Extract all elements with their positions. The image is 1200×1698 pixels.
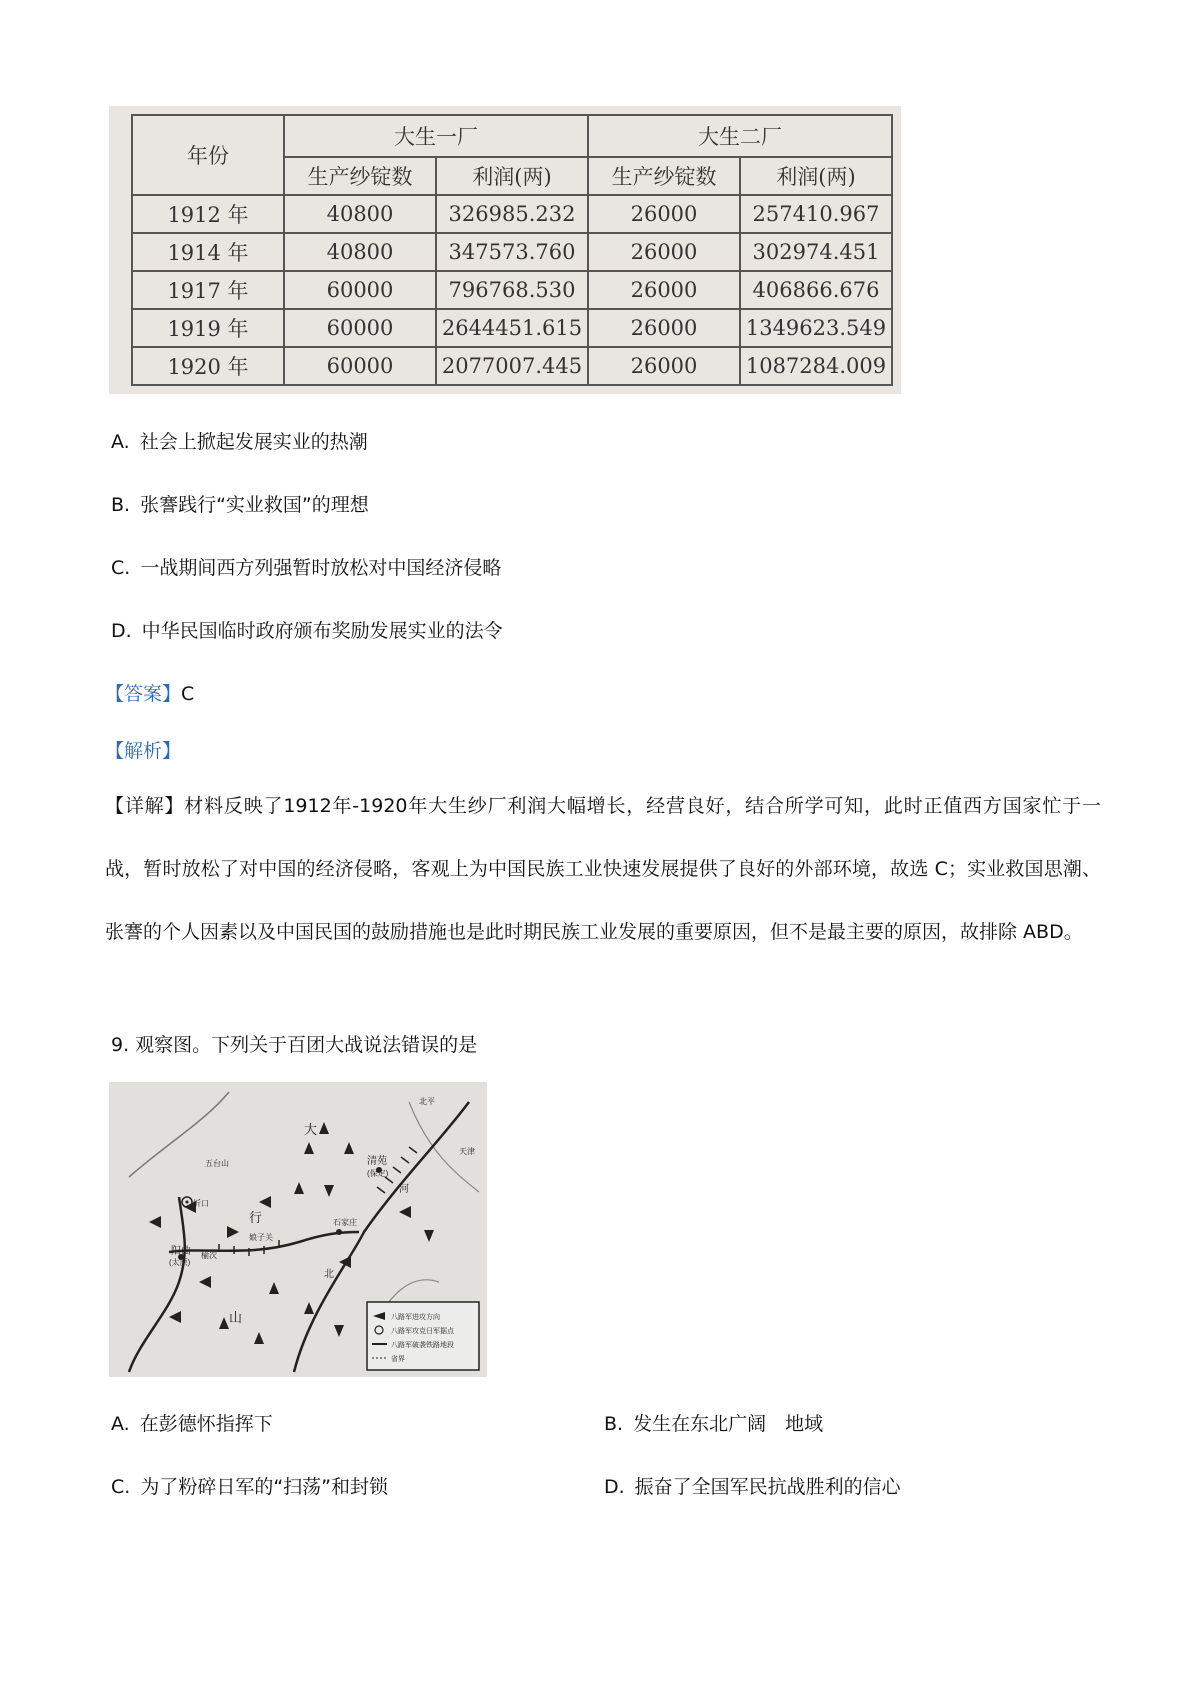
cell-f1-profit: 326985.232 <box>436 195 588 233</box>
legend-railway: 八路军破袭铁路地段 <box>391 1342 454 1349</box>
q8-option-b <box>111 493 369 517</box>
year-header: 年份 <box>132 115 284 195</box>
legend-captured: 八路军攻克日军据点 <box>391 1328 454 1335</box>
option-text: 一战期间西方列强暂时放松对中国经济侵略 <box>140 557 502 579</box>
option-text: 张謇践行“实业救国”的理想 <box>140 494 369 516</box>
table-row <box>132 271 892 309</box>
cell-f2-spindles: 26000 <box>588 195 740 233</box>
option-text: 中华民国临时政府颁布奖励发展实业的法令 <box>141 620 503 642</box>
map-label-taiyuan: (太原) <box>169 1258 191 1267</box>
sub-header: 生产纱锭数 <box>284 157 436 195</box>
q9-option-c <box>111 1475 388 1499</box>
table-row <box>132 195 892 233</box>
answer-line <box>105 682 194 706</box>
option-letter: A. <box>111 1413 130 1435</box>
factory-data-table-image <box>109 106 901 394</box>
table-row <box>132 347 892 385</box>
option-letter: C. <box>111 1476 131 1498</box>
legend-attack: 八路军进攻方向 <box>391 1314 440 1321</box>
cell-year: 1919 年 <box>132 309 284 347</box>
factory-data-table <box>131 114 893 386</box>
table-row <box>132 309 892 347</box>
sub-header: 生产纱锭数 <box>588 157 740 195</box>
map-label-qingyuan: 清苑 <box>367 1156 387 1167</box>
factory1-header: 大生一厂 <box>284 115 588 157</box>
map-label-shan: 山 <box>229 1310 243 1325</box>
map-legend <box>367 1302 479 1370</box>
option-letter: B. <box>111 494 131 516</box>
option-letter: A. <box>111 431 130 453</box>
cell-f1-spindles: 40800 <box>284 195 436 233</box>
option-text: 振奋了全国军民抗战胜利的信心 <box>634 1476 901 1498</box>
cell-f1-spindles: 60000 <box>284 347 436 385</box>
map-label-beiping: 北平 <box>419 1097 435 1106</box>
cell-f1-spindles: 40800 <box>284 233 436 271</box>
map-label-tianjin: 天津 <box>459 1147 475 1156</box>
q9-option-a <box>111 1412 273 1436</box>
option-letter: D. <box>604 1476 625 1498</box>
q9-stem: 9. 观察图。下列关于百团大战说法错误的是 <box>111 1034 478 1056</box>
analysis-line <box>105 739 181 763</box>
q9-option-d <box>604 1475 901 1499</box>
cell-f1-spindles: 60000 <box>284 309 436 347</box>
cell-year: 1920 年 <box>132 347 284 385</box>
cell-f2-profit: 1087284.009 <box>740 347 892 385</box>
q8-option-c <box>111 556 501 580</box>
q8-option-d <box>111 619 503 643</box>
answer-tag: 【答案】 <box>105 683 182 705</box>
cell-f2-spindles: 26000 <box>588 347 740 385</box>
cell-f1-profit: 2077007.445 <box>436 347 588 385</box>
map-label-da: 大 <box>304 1122 318 1137</box>
option-text: 为了粉碎日军的“扫荡”和封锁 <box>140 1476 388 1498</box>
map-label-wutai: 五台山 <box>205 1159 229 1168</box>
detail-tag: 【详解】 <box>105 795 185 817</box>
detail-paragraph <box>105 775 1101 964</box>
cell-f1-profit: 2644451.615 <box>436 309 588 347</box>
cell-f1-profit: 347573.760 <box>436 233 588 271</box>
option-text: 社会上掀起发展实业的热潮 <box>139 431 368 453</box>
cell-f2-spindles: 26000 <box>588 309 740 347</box>
cell-year: 1912 年 <box>132 195 284 233</box>
option-text: 在彭德怀指挥下 <box>139 1413 273 1435</box>
cell-f1-profit: 796768.530 <box>436 271 588 309</box>
map-label-he: 河 <box>399 1184 409 1195</box>
answer-value: C <box>181 683 195 705</box>
cell-f2-profit: 302974.451 <box>740 233 892 271</box>
map-label-shijiazhuang: 石家庄 <box>333 1218 357 1227</box>
map-label-baoding: (保定) <box>367 1169 389 1178</box>
factory2-header: 大生二厂 <box>588 115 892 157</box>
cell-f2-profit: 406866.676 <box>740 271 892 309</box>
option-letter: B. <box>604 1413 624 1435</box>
sub-header: 利润(两) <box>436 157 588 195</box>
map-label-xin: 忻口 <box>193 1199 209 1208</box>
map-label-hang: 行 <box>249 1210 263 1225</box>
option-letter: D. <box>111 620 132 642</box>
cell-f2-profit: 1349623.549 <box>740 309 892 347</box>
map-label-niangziguan: 娘子关 <box>249 1233 273 1242</box>
cell-year: 1917 年 <box>132 271 284 309</box>
sub-header: 利润(两) <box>740 157 892 195</box>
cell-f2-spindles: 26000 <box>588 233 740 271</box>
cell-f2-profit: 257410.967 <box>740 195 892 233</box>
table-row <box>132 233 892 271</box>
option-text: 发生在东北广阔 地域 <box>633 1413 824 1435</box>
map-label-yuci: 榆次 <box>201 1251 217 1260</box>
hundred-regiments-map <box>109 1082 487 1377</box>
q9-option-b <box>604 1412 823 1436</box>
cell-f1-spindles: 60000 <box>284 271 436 309</box>
analysis-tag: 【解析】 <box>105 740 182 762</box>
map-label-bei: 北 <box>324 1269 334 1280</box>
detail-text: 材料反映了1912年-1920年大生纱厂利润大幅增长，经营良好，结合所学可知，此时正值西方国家忙于一战，暂时放松了对中国的经济侵略，客观上为中国民族工业快速发展提供了良好的外部环境，故选 C；实业救国思潮、张謇的个人因素以及中国民国的鼓励措施也是此时期民族工业发展的重要原因，但不是最主要的原因，故排除 ABD。 <box>105 795 1101 943</box>
cell-year: 1914 年 <box>132 233 284 271</box>
map-label-yangqu: 阳曲 <box>171 1246 191 1257</box>
legend-border: 省界 <box>391 1356 405 1363</box>
option-letter: C. <box>111 557 131 579</box>
cell-f2-spindles: 26000 <box>588 271 740 309</box>
q8-option-a <box>111 430 368 454</box>
